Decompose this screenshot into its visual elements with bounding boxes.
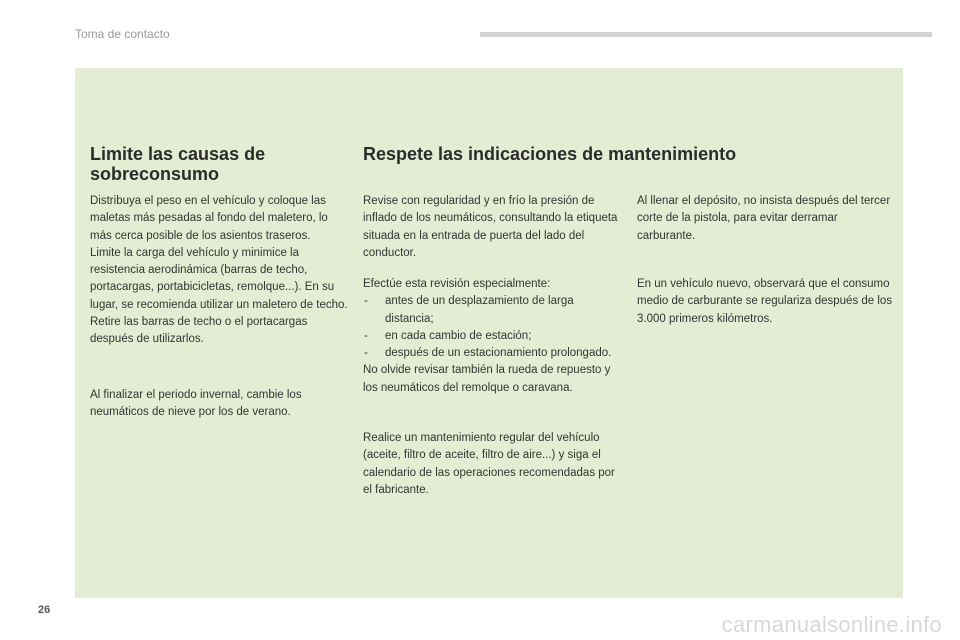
- right-col1-block-3: [363, 430, 625, 499]
- right-col2-block-1: [637, 193, 893, 245]
- left-paragraph-2: Limite la carga del vehículo y minimice la resistencia aerodinámica (barras de techo, portacargas, portabicicletas, remolque...). En su lugar, se recomienda utilizar un maletero de techo.: [90, 246, 348, 311]
- left-paragraph-1: Distribuya el peso en el vehículo y coloque las maletas más pesadas al fondo del maletero, lo más cerca posible de los asientos traseros.: [90, 195, 328, 242]
- right-col1-paragraph-1: Revise con regularidad y en frío la presión de inflado de los neumáticos, consultando la etiqueta situada en la entrada de puerta del lado del conductor.: [363, 195, 618, 259]
- right-col1-paragraph-3: Realice un mantenimiento regular del vehículo (aceite, filtro de aceite, filtro de aire...) y siga el calendario de las operaciones recomendadas por el fabricante.: [363, 432, 615, 496]
- heading-mantenimiento: Respete las indicaciones de mantenimiento: [363, 144, 737, 164]
- right-col2-block-2: [637, 276, 893, 328]
- right-col1-block-2: [363, 276, 625, 397]
- inspection-list: [363, 293, 625, 362]
- watermark: carmanualsonline.info: [721, 612, 942, 637]
- section-title: Toma de contacto: [75, 27, 170, 41]
- left-block-1: [90, 193, 348, 349]
- right-col2-paragraph-2: En un vehículo nuevo, observará que el consumo medio de carburante se regulariza después de los 3.000 primeros kilómetros.: [637, 278, 893, 325]
- right-col1-list-intro: Efectúe esta revisión especialmente:: [363, 278, 551, 290]
- page-number: 26: [38, 604, 51, 616]
- list-item: - después de un estacionamiento prolongado.: [363, 345, 625, 362]
- left-paragraph-3: Retire las barras de techo o el portacargas después de utilizarlos.: [90, 316, 308, 346]
- left-block-2: [90, 387, 348, 422]
- list-item: - antes de un desplazamiento de larga distancia;: [363, 293, 625, 328]
- list-item: - en cada cambio de estación;: [363, 328, 625, 345]
- header-divider-bar: [480, 32, 932, 37]
- right-col2-paragraph-1: Al llenar el depósito, no insista después del tercer corte de la pistola, para evitar derramar carburante.: [637, 195, 891, 242]
- right-col1-list-end: No olvide revisar también la rueda de repuesto y los neumáticos del remolque o caravana.: [363, 364, 611, 394]
- right-col1-block-1: [363, 193, 623, 262]
- left-paragraph-4: Al finalizar el periodo invernal, cambie los neumáticos de nieve por los de verano.: [90, 389, 302, 419]
- heading-sobreconsumo: Limite las causas de sobreconsumo: [90, 144, 266, 184]
